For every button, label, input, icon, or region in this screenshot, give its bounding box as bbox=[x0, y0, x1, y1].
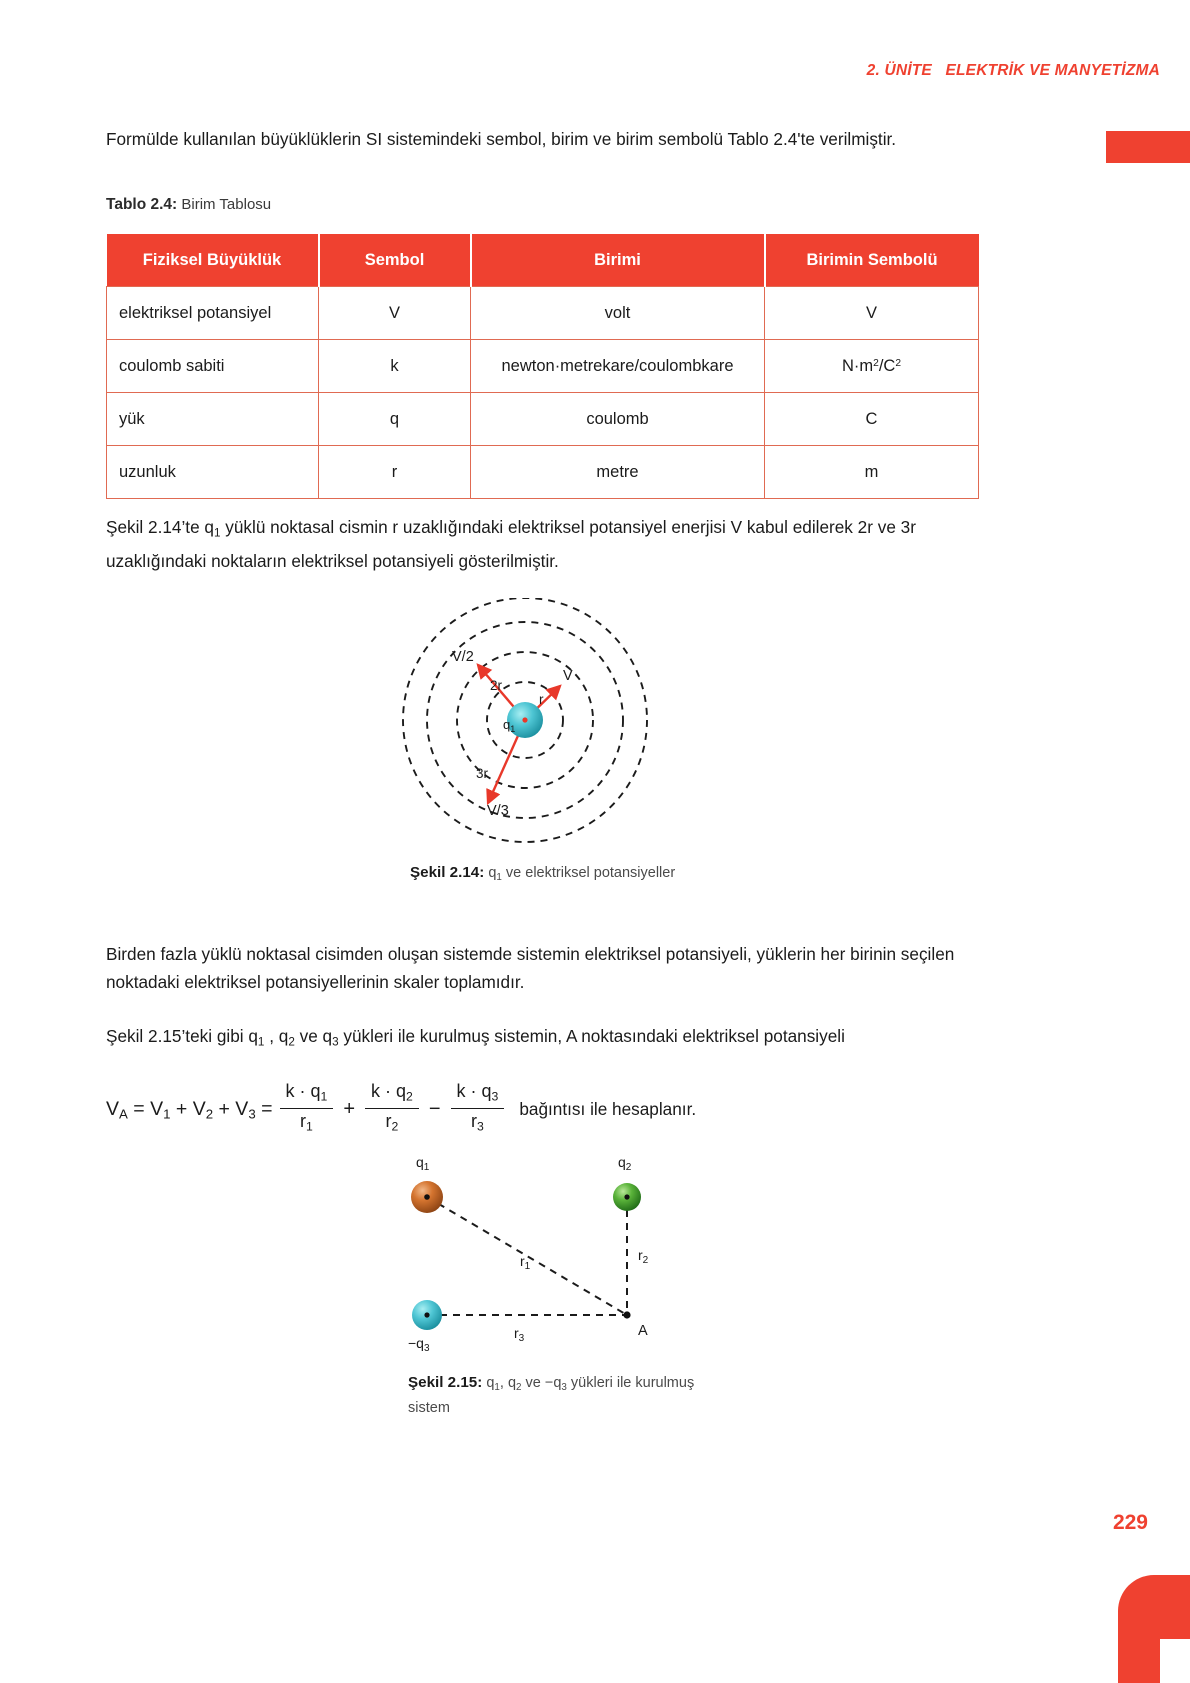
intro-paragraph: Formülde kullanılan büyüklüklerin SI sistemindeki sembol, birim ve birim sembolü Tablo 2.4'te verilmiştir. bbox=[106, 129, 897, 149]
cell-unit: coulomb bbox=[471, 393, 765, 446]
corner-accent-notch bbox=[1160, 1639, 1190, 1683]
label-V3: V/3 bbox=[487, 803, 509, 819]
figure-214-caption: Şekil 2.14: $q_1$ ve elektriksel potansiyeller bbox=[410, 864, 676, 883]
fraction-numerator: $k \cdot q_1$ bbox=[285, 1081, 328, 1104]
table-caption-label: Tablo 2.4: bbox=[106, 196, 178, 213]
label-2r: 2r bbox=[490, 678, 503, 693]
paragraph-birden: Birden fazla yüklü noktasal cisimden oluşan sistemde sistemin elektriksel potansiyeli, yüklerin her birinin seçilen noktadaki elektriksel potansiyellerinin skaler toplamıdır. bbox=[106, 944, 955, 992]
label-r: r bbox=[539, 692, 544, 707]
table-row bbox=[107, 393, 979, 446]
paragraph-sekil-215: Şekil 2.15’teki gibi $q_1$ , $q_2$ ve $q_3$ yükleri ile kurulmuş sistemin, A noktasındaki elektriksel potansiyeli bbox=[106, 1026, 845, 1049]
cell-unit: volt bbox=[471, 287, 765, 340]
label-q2: $q_2$ bbox=[618, 1154, 632, 1173]
paragraph-sekil-214: Şekil 2.14’te $q_1$ yüklü noktasal cismin r uzaklığındaki elektriksel potansiyel enerjisi V kabul edilerek 2r ve 3r uzaklığındaki noktaların elektriksel potansiyeli gösterilmiştir. bbox=[106, 517, 916, 572]
label-V2: V/2 bbox=[452, 649, 474, 665]
fraction-denominator: $r_3$ bbox=[451, 1108, 505, 1136]
charge-center-dot bbox=[522, 717, 527, 722]
label-r1: $r_1$ bbox=[520, 1253, 531, 1272]
label-r3: $r_3$ bbox=[514, 1325, 525, 1344]
table-header-row bbox=[107, 234, 979, 287]
fraction-numerator: $k \cdot q_3$ bbox=[456, 1081, 499, 1104]
fraction-term-2 bbox=[365, 1081, 419, 1137]
charge-center-dot-q2 bbox=[624, 1194, 629, 1199]
fraction-denominator: $r_2$ bbox=[365, 1108, 419, 1136]
figure-215 bbox=[390, 1140, 690, 1355]
label-q1: $q_1$ bbox=[503, 717, 516, 734]
label-q1: $q_1$ bbox=[416, 1154, 430, 1173]
cell-quantity: elektriksel potansiyel bbox=[107, 287, 319, 340]
charge-center-dot-q3 bbox=[424, 1312, 429, 1317]
label-V: V bbox=[563, 668, 573, 684]
label-q3: $-q_3$ bbox=[408, 1335, 430, 1354]
figure-215-caption: Şekil 2.15: $q_1$, $q_2$ ve $-q_3$ yükleri ile kurulmuş sistem bbox=[408, 1374, 695, 1416]
figure-214-svg bbox=[395, 598, 655, 848]
cell-unit-symbol: $N\cdot m^2/C^2$ bbox=[765, 340, 979, 393]
cell-symbol: V bbox=[319, 287, 471, 340]
table-caption-text: Birim Tablosu bbox=[177, 196, 272, 213]
table-header-quantity: Fiziksel Büyüklük bbox=[107, 234, 319, 287]
figure-215-svg bbox=[390, 1140, 690, 1355]
point-A-dot bbox=[623, 1311, 630, 1318]
line-r1 bbox=[427, 1197, 627, 1315]
formula-tail: bağıntısı ile hesaplanır. bbox=[519, 1099, 697, 1120]
cell-quantity: uzunluk bbox=[107, 446, 319, 499]
operator-plus: + bbox=[343, 1098, 356, 1121]
cell-unit-symbol: V bbox=[765, 287, 979, 340]
cell-unit-symbol: C bbox=[765, 393, 979, 446]
table-header-unit: Birimi bbox=[471, 234, 765, 287]
unit-symbol-exp: 2 bbox=[873, 357, 879, 369]
cell-symbol: q bbox=[319, 393, 471, 446]
cell-symbol: r bbox=[319, 446, 471, 499]
fraction-term-1 bbox=[280, 1081, 334, 1137]
unit-table bbox=[106, 234, 979, 499]
running-head: 2. ÜNİTE ELEKTRİK VE MANYETİZMA bbox=[866, 62, 1160, 79]
label-3r: 3r bbox=[476, 766, 489, 781]
cell-unit: newton·metrekare/coulombkare bbox=[471, 340, 765, 393]
cell-unit-symbol: m bbox=[765, 446, 979, 499]
fraction-term-3 bbox=[451, 1081, 505, 1137]
potential-formula bbox=[106, 1082, 696, 1138]
cell-symbol: k bbox=[319, 340, 471, 393]
header-accent-tab bbox=[1106, 131, 1190, 163]
distance-lines bbox=[427, 1197, 627, 1315]
page-number: 229 bbox=[1112, 1511, 1148, 1534]
fraction-denominator: $r_1$ bbox=[280, 1108, 334, 1136]
cell-unit: metre bbox=[471, 446, 765, 499]
operator-minus: − bbox=[428, 1098, 441, 1121]
table-row bbox=[107, 340, 979, 393]
cell-quantity: coulomb sabiti bbox=[107, 340, 319, 393]
table-header-symbol: Sembol bbox=[319, 234, 471, 287]
table-caption bbox=[106, 196, 271, 214]
cell-quantity: yük bbox=[107, 393, 319, 446]
label-r2: $r_2$ bbox=[638, 1247, 649, 1266]
charge-center-dot-q1 bbox=[424, 1194, 430, 1200]
figure-214-caption-label: Şekil 2.14: bbox=[410, 864, 485, 881]
label-point-A: A bbox=[638, 1323, 648, 1339]
fraction-numerator: $k \cdot q_2$ bbox=[371, 1081, 413, 1104]
unit-symbol-base: N·m bbox=[841, 356, 874, 375]
table-row bbox=[107, 446, 979, 499]
figure-214 bbox=[395, 598, 655, 848]
table-row bbox=[107, 287, 979, 340]
figure-215-caption-label: Şekil 2.15: bbox=[408, 1374, 483, 1391]
table-header-unit-symbol: Birimin Sembolü bbox=[765, 234, 979, 287]
formula-lhs: $V_A = V_1 + V_2 + V_3$ = bbox=[106, 1098, 273, 1122]
